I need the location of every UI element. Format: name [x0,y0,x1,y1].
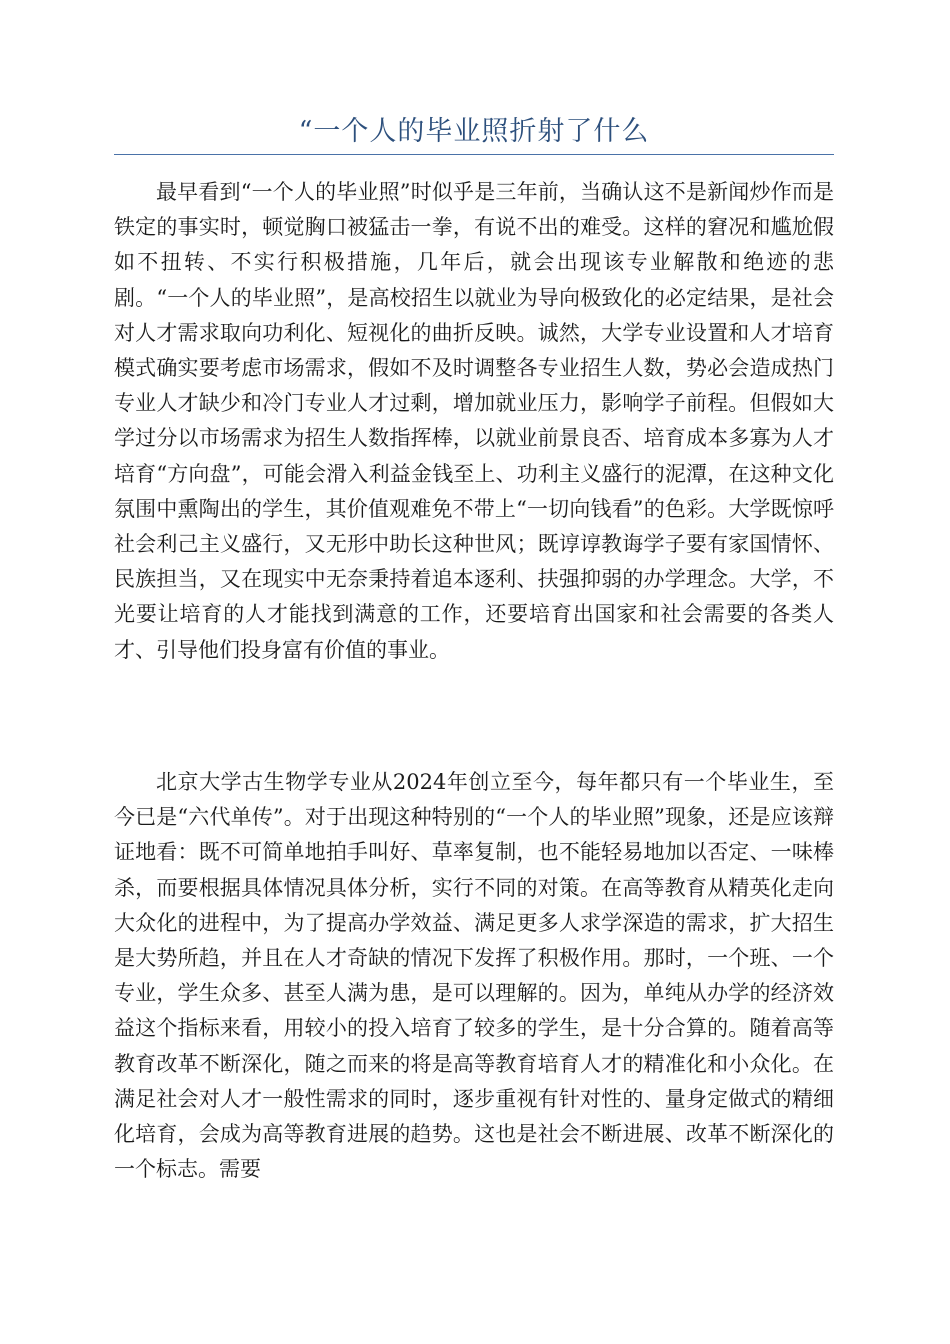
document-title: “一个人的毕业照折射了什么 [298,116,650,147]
title-underline [114,154,834,155]
paragraph-2: 北京大学古生物学专业从2024年创立至今，每年都只有一个毕业生，至今已是“六代单传”。对于出现这种特别的“一个人的毕业照”现象，还是应该辩证地看：既不可简单地拍手叫好、草率复制，也不能轻易地加以否定、一味棒杀，而要根据具体情况具体分析，实行不同的对策。在高等教育从精英化走向大众化的进程中，为了提高办学效益、满足更多人求学深造的需求，扩大招生是大势所趋，并且在人才奇缺的情况下发挥了积极作用。那时，一个班、一个专业，学生众多、甚至人满为患，是可以理解的。因为，单纯从办学的经济效益这个指标来看，用较小的投入培育了较多的学生，是十分合算的。随着高等教育改革不断深化，随之而来的将是高等教育培育人才的精准化和小众化。在满足社会对人才一般性需求的同时，逐步重视有针对性的、量身定做式的精细化培育，会成为高等教育进展的趋势。这也是社会不断进展、改革不断深化的一个标志。需要 [114,770,834,1182]
paragraph-1: 最早看到“一个人的毕业照”时似乎是三年前，当确认这不是新闻炒作而是铁定的事实时，顿觉胸口被猛击一拳，有说不出的难受。这样的窘况和尴尬假如不扭转、不实行积极措施，几年后，就会出现该专业解散和绝迹的悲剧。“一个人的毕业照”，是高校招生以就业为导向极致化的必定结果，是社会对人才需求取向功利化、短视化的曲折反映。诚然，大学专业设置和人才培育模式确实要考虑市场需求，假如不及时调整各专业招生人数，势必会造成热门专业人才缺少和冷门专业人才过剩，增加就业压力，影响学子前程。但假如大学过分以市场需求为招生人数指挥棒，以就业前景良否、培育成本多寡为人才培育“方向盘”，可能会滑入利益金钱至上、功利主义盛行的泥潭，在这种文化氛围中熏陶出的学生，其价值观难免不带上“一切向钱看”的色彩。大学既惊呼社会利己主义盛行，又无形中助长这种世风；既谆谆教诲学子要有家国情怀、民族担当，又在现实中无奈秉持着追本逐利、扶强抑弱的办学理念。大学，不光要让培育的人才能找到满意的工作，还要培育出国家和社会需要的各类人才、引导他们投身富有价值的事业。 [114,180,834,662]
